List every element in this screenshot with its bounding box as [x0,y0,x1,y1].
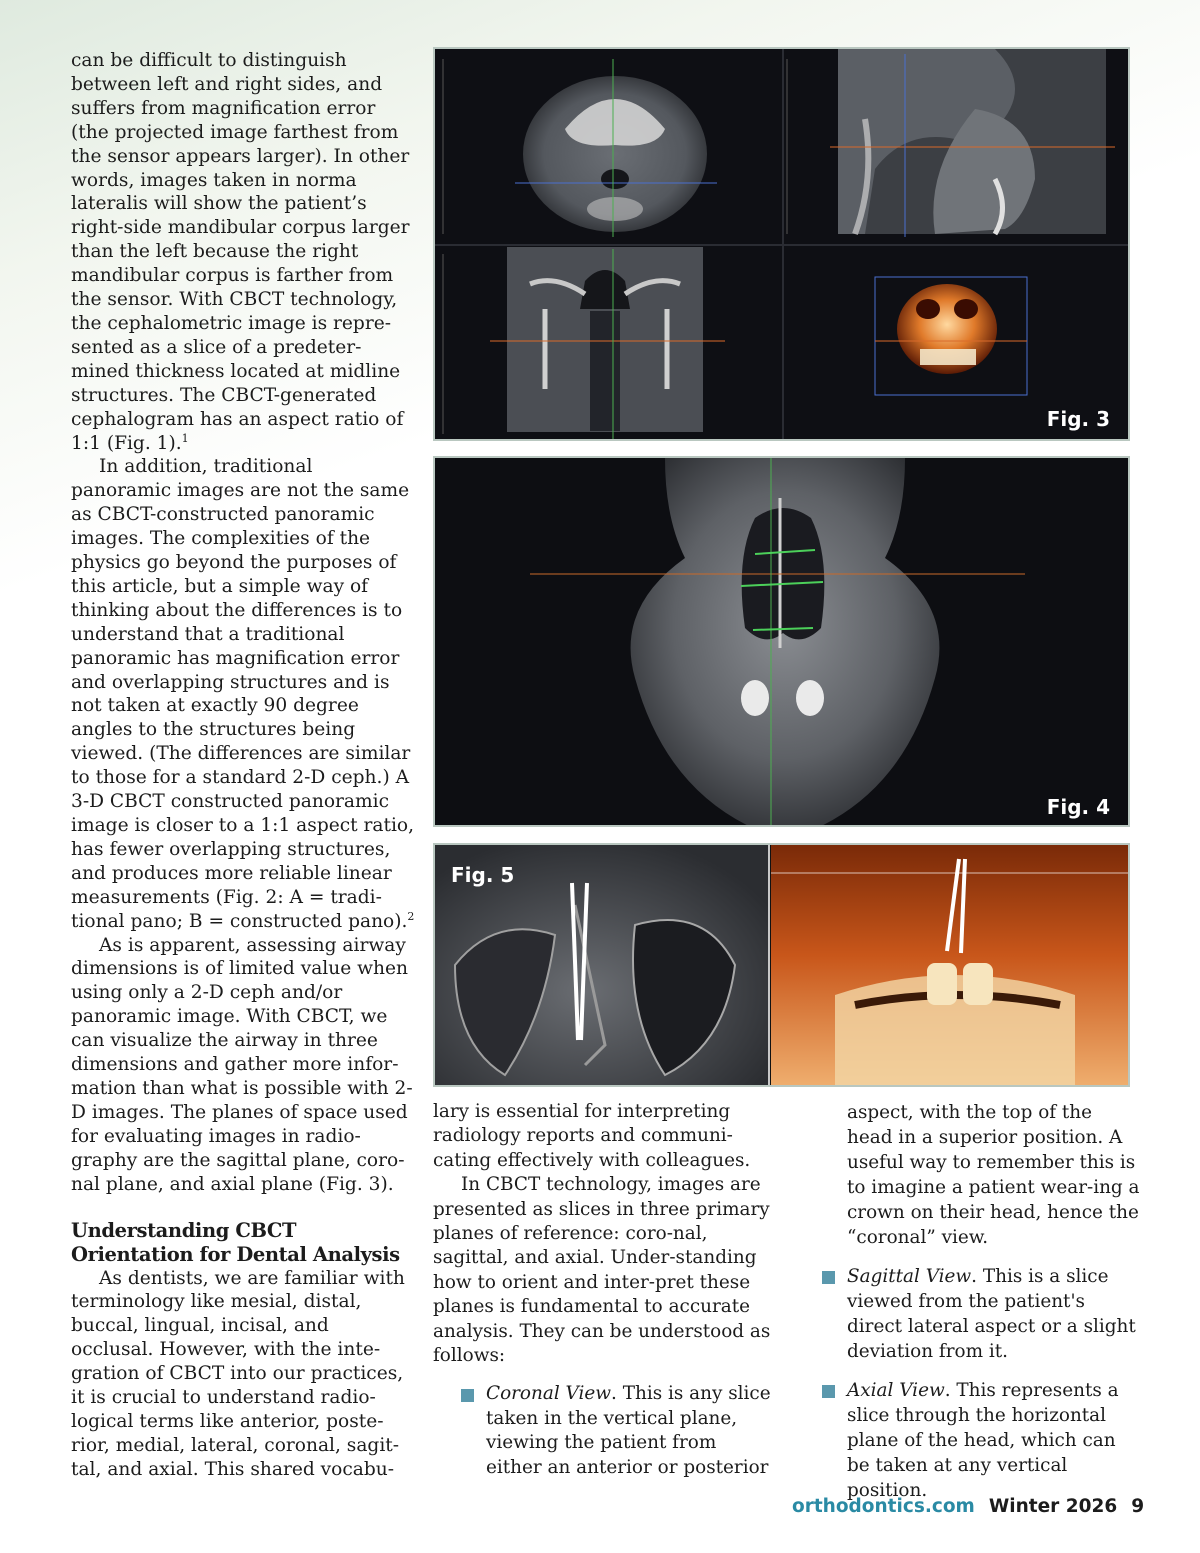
text-column-1 [71,49,416,1482]
paragraph: aspect, with the top of the head in a superior position. A useful way to remember this is to imagine a patient wear-ing a crown on their head, hence the “coronal” view. [847,1102,1140,1248]
bullet-square-icon [461,1389,474,1402]
paragraph: lary is essential for interpreting radiology reports and communi-cating effectively with colleagues. [433,1101,751,1171]
paragraph: As is apparent, assessing airway dimensions is of limited value when using only a 2-D ceph and/or panoramic image. With CBCT, we can visualize the airway in three dimensions and gather more infor-mation than what is possible with 2-D images. The planes of space used for evaluating images in radio-graphy are the sagittal plane, coro-nal plane, and axial plane (Fig. 3). [71,934,413,1195]
section-heading: Understanding CBCT Orientation for Dental Analysis [71,1218,400,1266]
footnote-ref: 1 [181,431,189,445]
figure-5 [433,843,1130,1087]
bullet-sagittal-view: Sagittal View. This is a slice viewed from the patient's direct lateral aspect or a slight deviation from it. [822,1264,1142,1364]
cbct-implant-image [435,845,1130,1087]
figure-3 [433,47,1130,441]
figure-5-label: Fig. 5 [451,863,515,887]
text-column-2 [433,1100,773,1480]
page-number: 9 [1131,1496,1145,1517]
page-footer [792,1496,1144,1517]
site-link[interactable]: orthodontics.com [792,1496,975,1517]
figure-4 [433,456,1130,827]
figure-3-label: Fig. 3 [1046,407,1110,431]
bullet-axial-view: Axial View. This represents a slice through the horizontal plane of the head, which can be taken at any vertical position. [822,1378,1142,1503]
bullet-square-icon [822,1385,835,1398]
paragraph: can be difficult to distinguish between left and right sides, and suffers from magnification error (the projected image farthest from the sensor appears larger). In other words, images taken in norma lateralis will show the patient’s right-side mandibular corpus larger than the left because the right mandibular corpus is farther from the sensor. With CBCT technology, the cephalometric image is repre-sented as a slice of a predeter-mined thickness located at midline structures. The CBCT-generated cephalogram has an aspect ratio of 1:1 (Fig. 1).$^1$ [71,50,410,454]
figure-4-label: Fig. 4 [1046,795,1110,819]
text-column-3 [822,1100,1142,1503]
cbct-coronal-airway-image [435,458,1130,827]
cbct-multiplanar-image [435,49,1130,441]
issue-label: Winter 2026 [988,1496,1118,1517]
footnote-ref: 2 [407,909,415,923]
paragraph: In addition, traditional panoramic images are not the same as CBCT-constructed panoramic images. The complexities of the physics go beyond the purposes of this article, but a simple way of thinking about the differences is to understand that a traditional panoramic has magnification error and overlapping structures and is not taken at exactly 90 degree angles to the structures being viewed. (The differences are similar to those for a standard 2-D ceph.) A 3-D CBCT constructed panoramic image is closer to a 1:1 aspect ratio, has fewer overlapping structures, and produces more reliable linear measurements (Fig. 2: A = tradi-tional pano; B = constructed pano).$^2$ [71,456,415,932]
paragraph: As dentists, we are familiar with terminology like mesial, distal, buccal, lingual, incisal, and occlusal. However, with the inte-gration of CBCT into our practices, it is crucial to understand radio-logical terms like anterior, poste-rior, medial, lateral, coronal, sagit-tal, and axial. This shared vocabu- [71,1267,405,1480]
bullet-coronal-view: Coronal View. This is any slice taken in the vertical plane, viewing the patient from either an anterior or posterior [461,1382,773,1480]
paragraph: In CBCT technology, images are presented as slices in three primary planes of reference: coro-nal, sagittal, and axial. Under-standing how to orient and inter-pret these planes is fundamental to accurate analysis. They can be understood as follows: [433,1174,771,1367]
bullet-square-icon [822,1271,835,1284]
